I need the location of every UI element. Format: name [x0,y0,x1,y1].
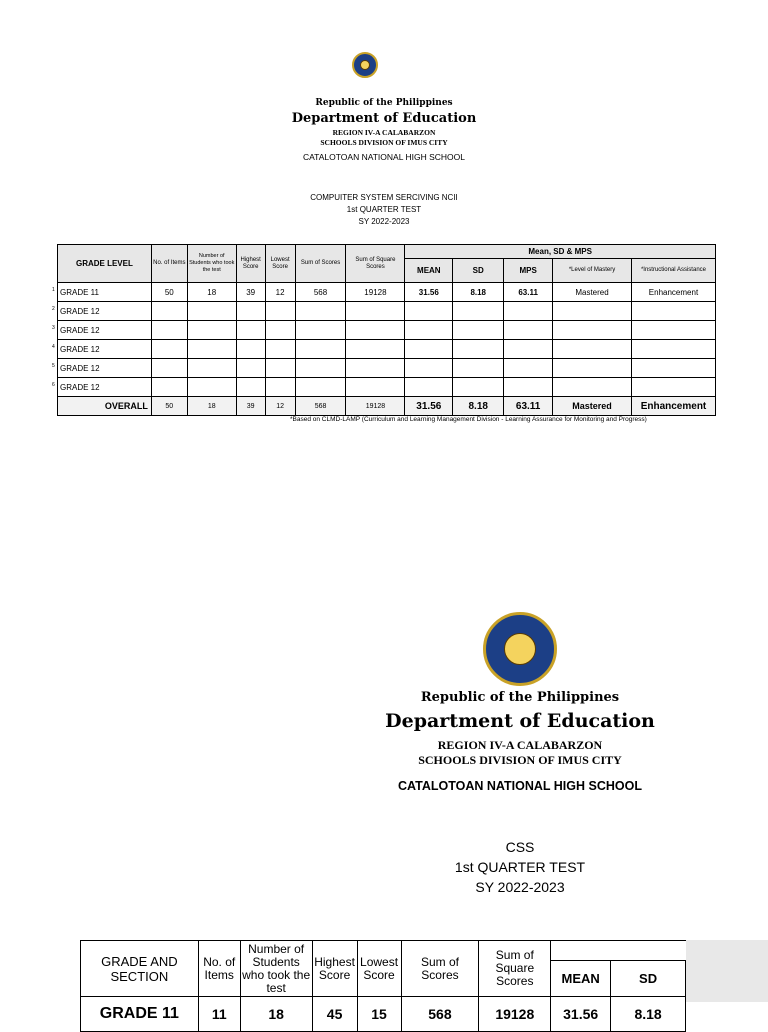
col-sum: Sum of Scores [295,245,346,283]
row2-lowest: 15 [357,997,401,1032]
overall-mean: 31.56 [405,397,453,416]
col-group-mean-sd-mps: Mean, SD & MPS [405,245,716,259]
row2-sum: 568 [401,997,479,1032]
cell-items [151,302,187,321]
row-grade [52,302,152,321]
cell-sum [295,340,346,359]
row-grade [52,378,152,397]
row-grade-label: GRADE 12 [60,363,100,373]
cell-items [151,378,187,397]
cell-mps [504,340,553,359]
overall-lowest: 12 [265,397,295,416]
cell-sum_sq [346,340,405,359]
col-items: No. of Items [151,245,187,283]
footnote: *Based on CLMD-LAMP (Curriculum and Learning Management Division - Learning Assurance for Monitoring and Progress) [290,416,647,423]
cell-lowest [265,378,295,397]
cell-students [187,359,236,378]
cell-mastery [553,340,632,359]
overall-mastery: Mastered [553,397,632,416]
results-table-2 [80,940,686,1032]
row2-grade: GRADE 11 [81,997,199,1032]
cell-sum: 568 [295,283,346,302]
cell-assist [631,302,715,321]
row-grade-label: GRADE 12 [60,382,100,392]
gray-panel [686,940,768,1002]
division-line: SCHOOLS DIVISION OF IMUS CITY [320,138,448,147]
overall-sum: 568 [295,397,346,416]
cell-mastery [553,359,632,378]
deped-seal-icon [483,612,557,686]
row-grade-label: GRADE 11 [60,287,99,297]
table2-row [81,997,686,1032]
row-grade-label: GRADE 12 [60,306,100,316]
cell-lowest [265,359,295,378]
row2-students: 18 [240,997,312,1032]
republic-heading: Republic of the Philippines [315,98,453,108]
cell-sd [453,321,504,340]
cell-assist [631,340,715,359]
table-row [58,321,716,340]
col2-lowest: Lowest Score [357,941,401,997]
col-highest: Highest Score [236,245,265,283]
overall-students: 18 [187,397,236,416]
table-row [58,340,716,359]
subject-title-2: CSS [505,839,535,855]
cell-highest [236,302,265,321]
cell-sum [295,359,346,378]
cell-mps [504,359,553,378]
row-number: 6 [52,382,55,388]
col2-sd: SD [611,961,686,997]
cell-highest [236,340,265,359]
col-grade-level: GRADE LEVEL [58,245,152,283]
cell-lowest [265,302,295,321]
cell-assist [631,359,715,378]
overall-row [58,397,716,416]
col2-group-blank [551,941,686,961]
cell-mean: 31.56 [405,283,453,302]
cell-lowest [265,340,295,359]
school-year-2: SY 2022-2023 [475,879,565,895]
region-line-2: REGION IV-A CALABARZON [437,738,603,752]
row-number: 2 [52,306,55,312]
cell-lowest: 12 [265,283,295,302]
cell-lowest [265,321,295,340]
overall-assistance: Enhancement [631,397,715,416]
row-grade [52,321,152,340]
cell-items: 50 [151,283,187,302]
region-line: REGION IV-A CALABARZON [332,128,436,137]
cell-highest [236,378,265,397]
cell-mastery [553,378,632,397]
row-grade-label: GRADE 12 [60,344,100,354]
cell-students: 18 [187,283,236,302]
school-name: CATALOTOAN NATIONAL HIGH SCHOOL [303,152,465,162]
overall-mps: 63.11 [504,397,553,416]
table-row [58,283,716,302]
cell-mean [405,321,453,340]
col-sum-square: Sum of Square Scores [346,245,405,283]
row2-highest: 45 [312,997,357,1032]
col-sd: SD [453,259,504,283]
cell-items [151,359,187,378]
school-year: SY 2022-2023 [358,217,410,226]
cell-mean [405,359,453,378]
division-line-2: SCHOOLS DIVISION OF IMUS CITY [418,753,622,767]
row-grade [52,340,152,359]
cell-sum_sq [346,359,405,378]
subject-title: COMPUITER SYSTEM SERCIVING NCII [310,193,458,202]
quarter-title-2: 1st QUARTER TEST [454,859,586,875]
table-row [58,378,716,397]
republic-heading-2: Republic of the Philippines [420,690,620,705]
row2-mean: 31.56 [551,997,611,1032]
cell-sd [453,378,504,397]
cell-sd: 8.18 [453,283,504,302]
cell-students [187,340,236,359]
cell-mps [504,378,553,397]
cell-students [187,302,236,321]
cell-assist: Enhancement [631,283,715,302]
row-grade [52,283,152,302]
cell-sum [295,378,346,397]
table-row [58,302,716,321]
row-grade [52,359,152,378]
results-table [52,244,716,416]
cell-mastery [553,302,632,321]
row2-sum-square: 19128 [479,997,551,1032]
overall-sum-square: 19128 [346,397,405,416]
col2-highest: Highest Score [312,941,357,997]
department-heading: Department of Education [291,111,477,126]
cell-mps [504,302,553,321]
school-name-2: CATALOTOAN NATIONAL HIGH SCHOOL [398,779,642,793]
row-grade-label: GRADE 12 [60,325,100,335]
col-mean: MEAN [405,259,453,283]
overall-label: OVERALL [58,397,152,416]
row-number: 4 [52,344,55,350]
overall-sd: 8.18 [453,397,504,416]
row-number: 5 [52,363,55,369]
col-assistance: *Instructional Assistance [631,259,715,283]
cell-sum_sq [346,321,405,340]
row2-items: 11 [198,997,240,1032]
cell-mean [405,340,453,359]
cell-sum_sq [346,302,405,321]
cell-sum [295,302,346,321]
cell-sum_sq [346,378,405,397]
cell-mean [405,302,453,321]
cell-students [187,321,236,340]
cell-mastery [553,321,632,340]
col2-mean: MEAN [551,961,611,997]
cell-highest: 39 [236,283,265,302]
cell-items [151,340,187,359]
cell-sd [453,302,504,321]
col-mps: MPS [504,259,553,283]
quarter-title: 1st QUARTER TEST [346,205,422,214]
col2-students: Number of Students who took the test [242,941,311,995]
row-number: 1 [52,287,55,293]
department-heading-2: Department of Education [385,710,655,732]
cell-highest [236,321,265,340]
table-row [58,359,716,378]
col2-items: No. of Items [198,941,240,997]
col-mastery: *Level of Mastery [553,259,632,283]
row2-sd: 8.18 [611,997,686,1032]
col-students: Number of Students who took the test [187,245,236,283]
deped-seal-icon [352,52,378,78]
overall-items: 50 [151,397,187,416]
cell-sum_sq: 19128 [346,283,405,302]
cell-sum [295,321,346,340]
cell-assist [631,378,715,397]
cell-sd [453,340,504,359]
cell-mps [504,321,553,340]
overall-highest: 39 [236,397,265,416]
cell-sd [453,359,504,378]
col2-sum-square: Sum of Square Scores [479,941,551,997]
cell-students [187,378,236,397]
cell-mean [405,378,453,397]
col2-grade-section: GRADE AND SECTION [81,941,199,997]
cell-items [151,321,187,340]
row-number: 3 [52,325,55,331]
cell-assist [631,321,715,340]
cell-mps: 63.11 [504,283,553,302]
col-lowest: Lowest Score [265,245,295,283]
cell-highest [236,359,265,378]
col2-sum: Sum of Scores [401,941,479,997]
cell-mastery: Mastered [553,283,632,302]
